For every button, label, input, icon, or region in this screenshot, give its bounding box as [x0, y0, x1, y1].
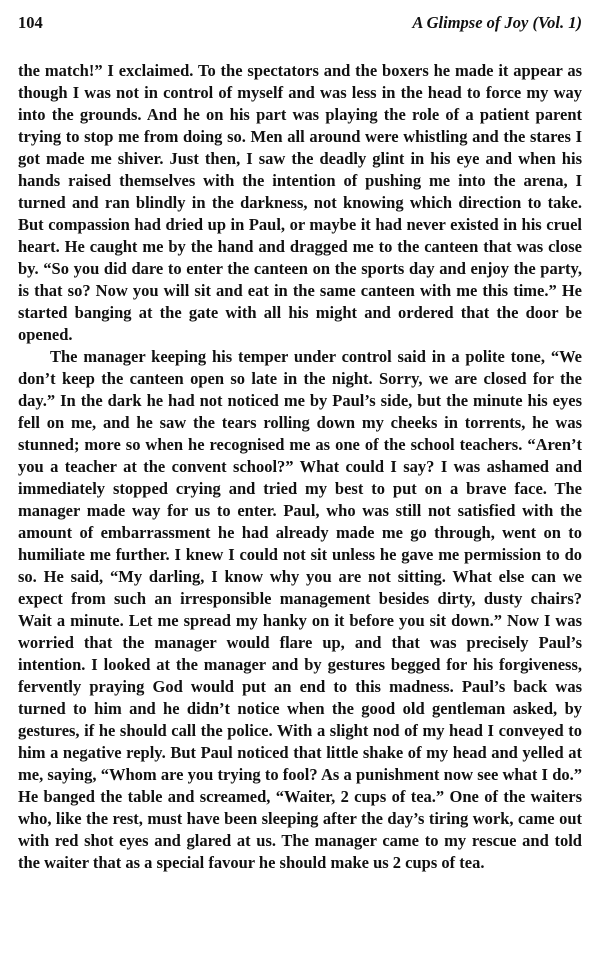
body-text [18, 60, 582, 874]
paragraph-continued: the match!” I exclaimed. To the spectators and the boxers he made it appear as though I was not in control of myself and was less in the head to force my way into the grounds. And he on his part was playing the role of a patient parent trying to stop me from doing so. Men all around were whistling and the stares I got made me shiver. Just then, I saw the deadly glint in his eye and when his hands raised themselves with the intention of pushing me into the arena, I turned and ran blindly in the darkness, not knowing which direction to take. But compassion had dried up in Paul, or maybe it had never existed in his cruel heart. He caught me by the hand and dragged me to the canteen that was close by. “So you did dare to enter the canteen on the sports day and enjoy the party, is that so? Now you will sit and eat in the same canteen with me this time.” He started banging at the gate with all his might and ordered that the door be opened. [18, 61, 582, 344]
book-title: A Glimpse of Joy (Vol. 1) [412, 13, 582, 32]
paragraph: The manager keeping his temper under control said in a polite tone, “We don’t keep the canteen open so late in the night. Sorry, we are closed for the day.” In the dark he had not noticed me by Paul’s side, but the minute his eyes fell on me, and he saw the tears rolling down my cheeks in torrents, he was stunned; more so when he recognised me as one of the school teachers. “Aren’t you a teacher at the convent school?” What could I say? I was ashamed and immediately stopped crying and tried my best to put on a brave face. The manager made way for us to enter. Paul, who was still not satisfied with the amount of embarrassment he had already made me go through, went on to humiliate me further. I knew I could not sit unless he gave me permission to do so. He said, “My darling, I know why you are not sitting. What else can we expect from such an irresponsible management besides dirty, dusty chairs? Wait a minute. Let me spread my hanky on it before you sit down.” Now I was worried that the manager would flare up, and that was precisely Paul’s intention. I looked at the manager and by gestures begged for his forgiveness, fervently praying God would put an end to this madness. Paul’s back was turned to him and he didn’t notice when the good old gentleman asked, by gestures, if he should call the police. With a slight nod of my head I conveyed to him a negative reply. But Paul noticed that little shake of my head and yelled at me, saying, “Whom are you trying to fool? As a punishment now see what I do.” He banged the table and screamed, “Waiter, 2 cups of tea.” One of the waiters who, like the rest, must have been sleeping after the day’s tiring work, came out with red shot eyes and glared at us. The manager came to my rescue and told the waiter that as a special favour he should make us 2 cups of tea. [18, 347, 582, 872]
book-page [18, 10, 582, 955]
page-number: 104 [18, 13, 43, 32]
running-head [18, 10, 582, 36]
